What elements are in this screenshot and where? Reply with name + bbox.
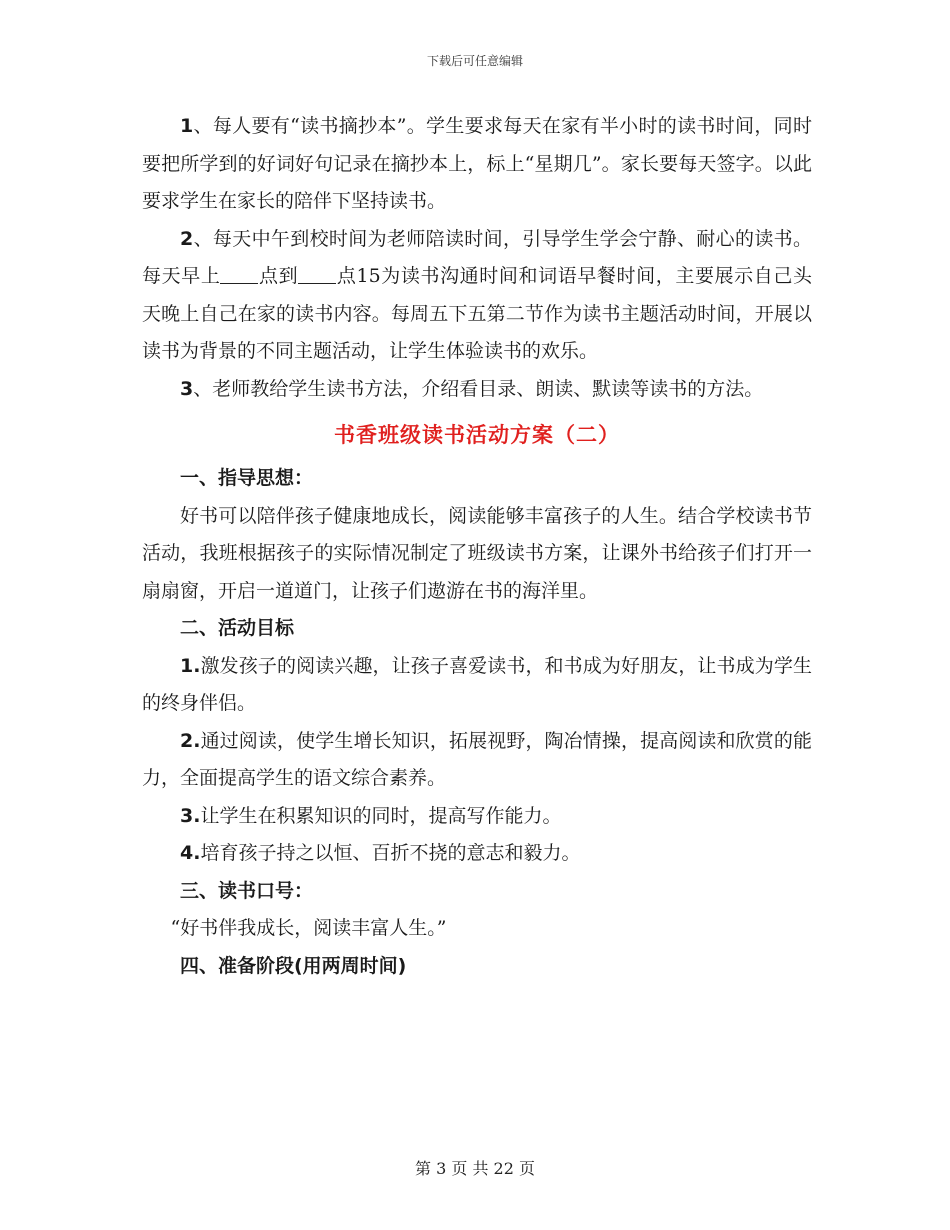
section-title: 书香班级读书活动方案（二） (334, 422, 620, 447)
item-2-number: 2 (180, 227, 194, 250)
goal-3-text: 让学生在积累知识的同时，提高写作能力。 (200, 804, 562, 827)
slogan-text: “好书伴我成长，阅读丰富人生。” (170, 917, 447, 939)
item-1-text: 、每人要有“读书摘抄本”。学生要求每天在家有半小时的读书时间，同时要把所学到的好词好句记录在摘抄本上，标上“星期几”。家长要每天签字。以此要求学生在家长的陪伴下坚持读书。 (142, 115, 812, 212)
heading-preparation-stage: 四、准备阶段(用两周时间) (180, 954, 407, 977)
heading-activity-goals: 二、活动目标 (180, 617, 295, 639)
item-2-paragraph (142, 221, 812, 371)
heading-slogan: 三、读书口号： (180, 879, 314, 902)
guiding-idea-paragraph: 好书可以陪伴孩子健康地成长，阅读能够丰富孩子的人生。结合学校读书节活动，我班根据孩子的实际情况制定了班级读书方案，让课外书给孩子们打开一扇扇窗，开启一道道门，让孩子们遨游在书的海洋里。 (142, 504, 812, 602)
goal-4-number: 4. (180, 842, 201, 864)
item-2-text-a: 、每天中午到校时间为老师陪读时间，引导学生学会宁静、耐心的读书。每天早上 (142, 227, 812, 287)
page-footer: 第 3 页 共 22 页 (415, 1159, 535, 1178)
item-2-text-b: 点到 (258, 265, 299, 287)
goal-3-paragraph (142, 798, 812, 836)
goal-4-text: 培育孩子持之以恒、百折不挠的意志和毅力。 (200, 842, 581, 864)
item-1-paragraph (142, 108, 812, 221)
goal-4-paragraph (142, 835, 812, 873)
item-1-number: 1 (180, 115, 194, 137)
goal-2-text: 通过阅读，使学生增长知识，拓展视野，陶冶情操，提高阅读和欣赏的能力，全面提高学生的语文综合素养。 (142, 729, 812, 789)
document-body (142, 108, 812, 985)
item-3-number: 3 (180, 377, 194, 400)
heading-guiding-idea: 一、指导思想： (180, 467, 314, 489)
item-2-text-c: 点15为读书沟通时间和词语早餐时间，主要展示自己头天晚上自己在家的读书内容。每周五下五第二节作为读书主题活动时间，开展以读书为背景的不同主题活动，让学生体验读书的欢乐。 (142, 265, 812, 362)
fill-blank-2 (298, 264, 336, 284)
goal-1-text: 激发孩子的阅读兴趣，让孩子喜爱读书，和书成为好朋友，让书成为学生的终身伴侣。 (142, 654, 812, 714)
goal-1-number: 1. (180, 654, 201, 677)
page-header: 下载后可任意编辑 (426, 54, 523, 68)
goal-1-paragraph (142, 648, 812, 723)
goal-2-number: 2. (180, 729, 201, 752)
fill-blank-1 (220, 264, 258, 284)
goal-3-number: 3. (180, 804, 201, 827)
item-3-paragraph (142, 371, 812, 409)
item-3-text: 、老师教给学生读书方法，介绍看目录、朗读、默读等读书的方法。 (193, 377, 764, 400)
goal-2-paragraph (142, 723, 812, 798)
